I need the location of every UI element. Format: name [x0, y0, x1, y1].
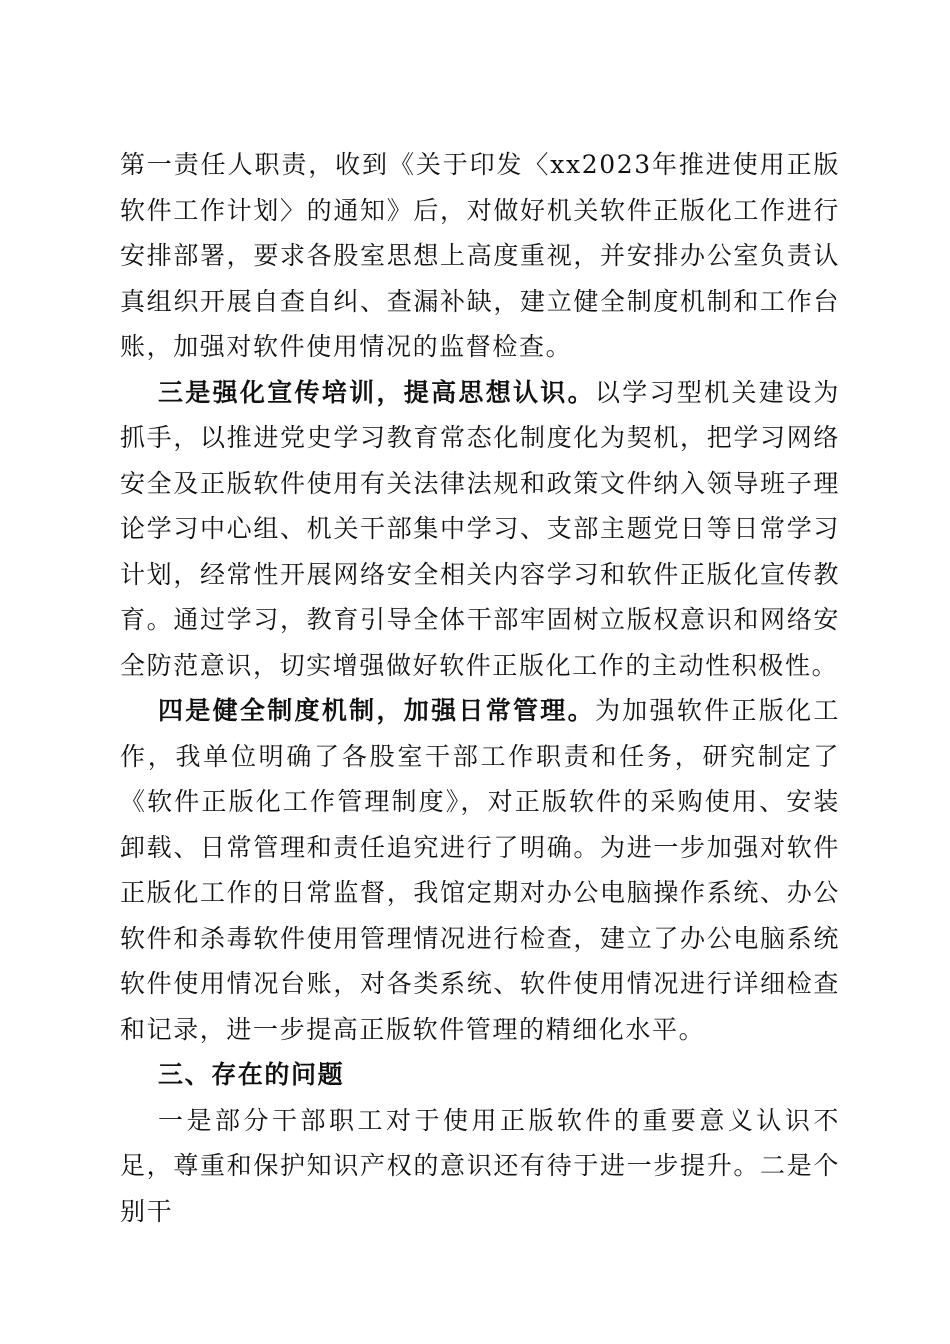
- paragraph-text: 第一责任人职责，收到《关于印发〈xx2023年推进使用正版软件工作计划〉的通知》后，对做好机关软件正版化工作进行安排部署，要求各股室思想上高度重视，并安排办公室负责认真组织开展自查自纠、查漏补缺，建立健全制度机制和工作台账，加强对软件使用情况的监督检查。: [120, 150, 840, 361]
- paragraph-lead: 四是健全制度机制，加强日常管理。: [158, 696, 595, 725]
- paragraph-text: 以学习型机关建设为抓手，以推进党史学习教育常态化制度化为契机，把学习网络安全及正版软件使用有关法律法规和政策文件纳入领导班子理论学习中心组、机关干部集中学习、支部主题党日等日常学习计划，经常性开展网络安全相关内容学习和软件正版化宣传教育。通过学习，教育引导全体干部牢固树立版权意识和网络安全防范意识，切实增强做好软件正版化工作的主动性积极性。: [120, 377, 840, 680]
- paragraph-problems: [120, 1098, 840, 1235]
- paragraph-lead: 三是强化宣传培训，提高思想认识。: [158, 377, 595, 407]
- paragraph-management: [120, 688, 840, 1052]
- paragraph-training: [120, 370, 840, 689]
- paragraph-text: 为加强软件正版化工作，我单位明确了各股室干部工作职责和任务，研究制定了《软件正版化工作管理制度》，对正版软件的采购使用、安装卸载、日常管理和责任追究进行了明确。为进一步加强对软件正版化工作的日常监督，我馆定期对办公电脑操作系统、办公软件和杀毒软件使用管理情况进行检查，建立了办公电脑系统软件使用情况台账，对各类系统、软件使用情况进行详细检查和记录，进一步提高正版软件管理的精细化水平。: [120, 696, 840, 1044]
- paragraph-text: 一是部分干部职工对于使用正版软件的重要意义认识不足，尊重和保护知识产权的意识还有待于进一步提升。二是个别干: [120, 1105, 840, 1226]
- section-heading: 三、存在的问题: [158, 1060, 345, 1089]
- paragraph-responsibility: [120, 142, 840, 370]
- document-page: [120, 142, 840, 1234]
